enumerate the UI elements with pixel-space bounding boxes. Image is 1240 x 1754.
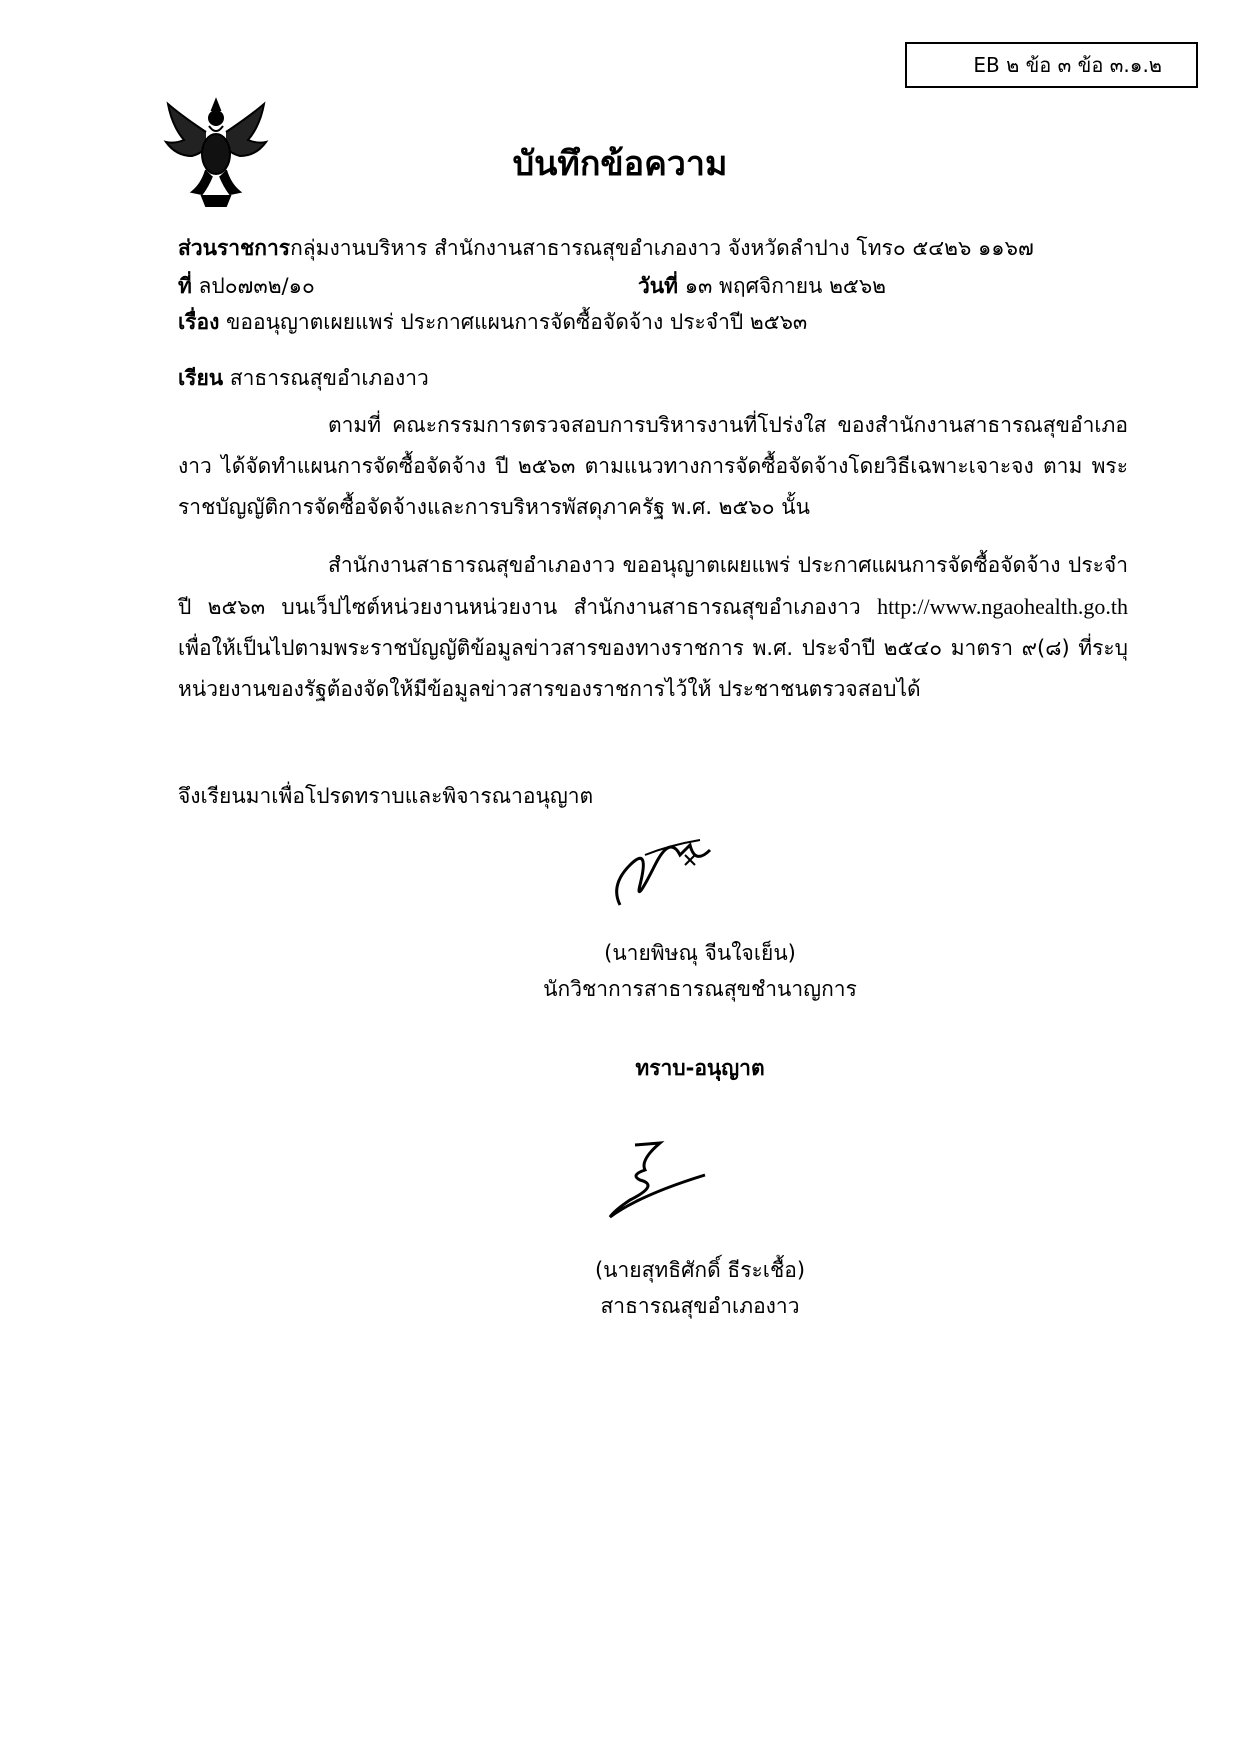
signer-2-block	[460, 1252, 940, 1324]
website-url: http://www.ngaohealth.go.th	[877, 594, 1128, 619]
date-value: ๑๓ พฤศจิกายน ๒๕๖๒	[684, 274, 886, 298]
subject-label: เรื่อง	[178, 310, 220, 334]
paragraph-2-text-after-url: เพื่อให้เป็นไปตามพระราชบัญญัติข้อมูลข่าวสารของทางราชการ พ.ศ. ประจำปี ๒๕๔๐ มาตรา ๙(๘) ที่ระบุหน่วยงานของรัฐต้องจัดให้มีข้อมูลข่าวสารของราชการไว้ให้ ประชาชนตรวจสอบได้	[178, 636, 1128, 701]
salutation-line	[178, 362, 429, 395]
salutation-value: สาธารณสุขอำเภองาว	[229, 366, 429, 390]
signer-2-position: สาธารณสุขอำเภองาว	[600, 1294, 800, 1318]
paragraph-1	[178, 405, 1128, 528]
agency-line	[178, 232, 1034, 265]
signer-1-position: นักวิชาการสาธารณสุขชำนาญการ	[543, 977, 857, 1001]
document-title: บันทึกข้อความ	[512, 144, 728, 184]
reference-number-line	[178, 270, 315, 303]
signature-1-icon	[600, 825, 720, 915]
subject-value: ขออนุญาตเผยแพร่ ประกาศแผนการจัดซื้อจัดจ้าง ประจำปี ๒๕๖๓	[226, 310, 808, 334]
reference-code: EB ๒ ข้อ ๓ ข้อ ๓.๑.๒	[973, 53, 1162, 77]
subject-line	[178, 306, 807, 339]
signer-2-name: (นายสุทธิศักดิ์ ธีระเชื้อ)	[594, 1258, 806, 1282]
signer-1-name: (นายพิษณุ จีนใจเย็น)	[604, 941, 796, 965]
date-line	[638, 270, 886, 303]
agency-value: กลุ่มงานบริหาร สำนักงานสาธารณสุขอำเภองาว จังหวัดลำปาง โทร๐ ๕๔๒๖ ๑๑๖๗	[290, 236, 1034, 260]
signature-2-icon	[600, 1135, 710, 1225]
salutation-label: เรียน	[178, 366, 224, 390]
paragraph-2-text-before-url: สำนักงานสาธารณสุขอำเภองาว ขออนุญาตเผยแพร่ ประกาศแผนการจัดซื้อจัดจ้าง ประจำปี ๒๕๖๓ บนเว็ปไซต์หน่วยงานหน่วยงาน สำนักงานสาธารณสุขอำเภองาว	[178, 553, 1128, 619]
reference-value: ลป๐๗๓๒/๑๐	[198, 274, 315, 298]
closing-line: จึงเรียนมาเพื่อโปรดทราบและพิจารณาอนุญาต	[178, 784, 594, 808]
agency-label: ส่วนราชการ	[178, 236, 291, 260]
signer-1-block	[460, 935, 940, 1007]
paragraph-1-text: ตามที่ คณะกรรมการตรวจสอบการบริหารงานที่โปร่งใส ของสำนักงานสาธารณสุขอำเภองาว ได้จัดทำแผนการจัดซื้อจัดจ้าง ปี ๒๕๖๓ ตามแนวทางการจัดซื้อจัดจ้างโดยวิธีเฉพาะเจาะจง ตาม พระราชบัญญัติการจัดซื้อจัดจ้างและการบริหารพัสดุภาครัฐ พ.ศ. ๒๕๖๐ นั้น	[178, 413, 1128, 519]
reference-code-box	[905, 42, 1198, 88]
paragraph-2	[178, 545, 1128, 710]
reference-label: ที่	[178, 274, 192, 298]
date-label: วันที่	[638, 274, 678, 298]
approval-text: ทราบ-อนุญาต	[635, 1056, 765, 1080]
